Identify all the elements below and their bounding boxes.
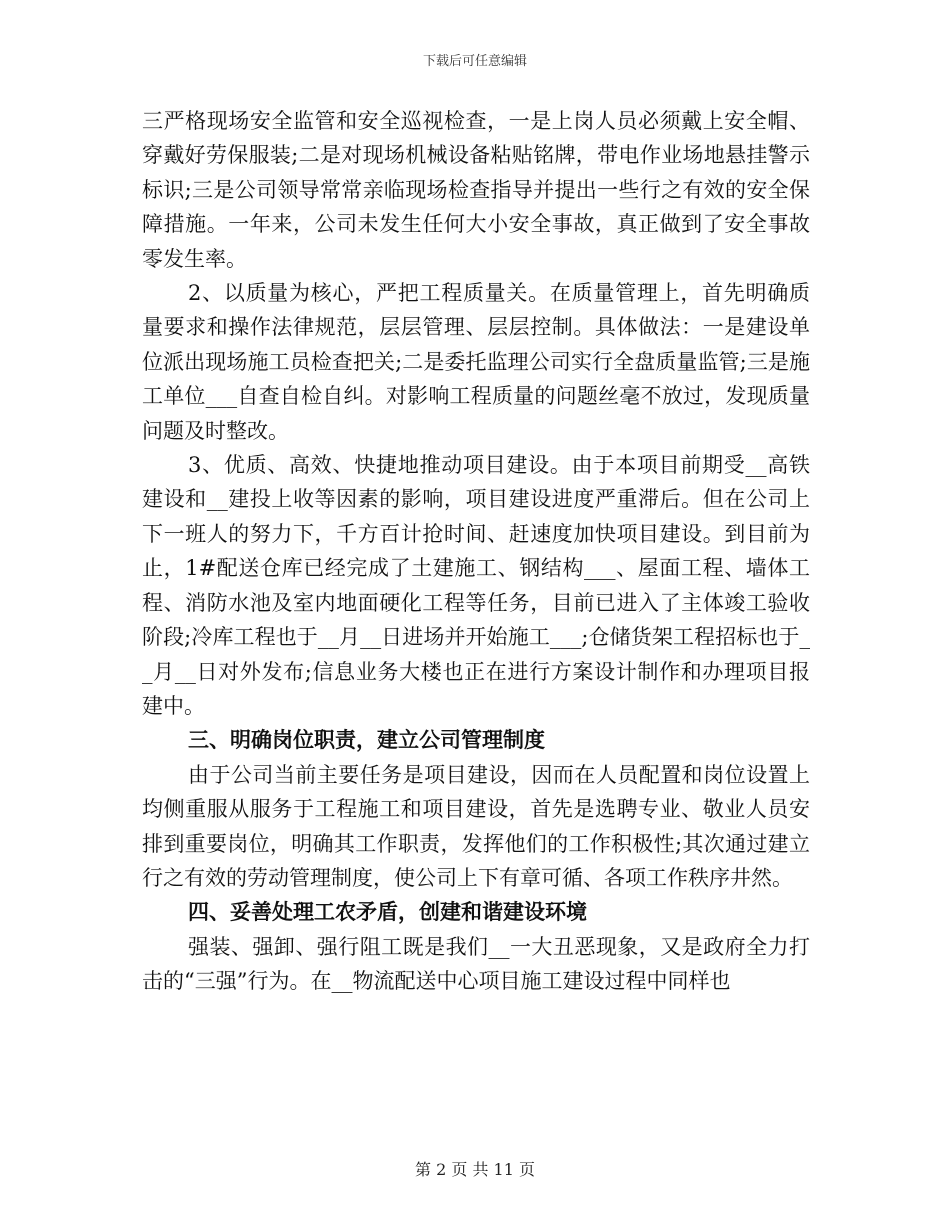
paragraph-safety-continuation: 三严格现场安全监管和安全巡视检查，一是上岗人员必须戴上安全帽、穿戴好劳保服装;二是对现场机械设备粘贴铭牌，带电作业场地悬挂警示标识;三是公司领导常常亲临现场检查指导并提出一些行之有效的安全保障措施。一年来，公司未发生任何大小安全事故，真正做到了安全事故零发生率。 (142, 109, 810, 271)
page-footer: 第 2 页 共 11 页 (415, 1160, 535, 1179)
paragraph-conflicts: 强装、强卸、强行阻工既是我们__一大丑恶现象，又是政府全力打击的“三强”行为。在__物流配送中心项目施工建设过程中同样也 (142, 934, 810, 994)
page-header: 下载后可任意编辑 (422, 54, 527, 69)
paragraph-project-progress: 3、优质、高效、快捷地推动项目建设。由于本项目前期受__高铁建设和__建投上收等因素的影响，项目建设进度严重滞后。但在公司上下一班人的努力下，千方百计抢时间、赶速度加快项目建设。到目前为止，1#配送仓库已经完成了土建施工、钢结构___、屋面工程、墙体工程、消防水池及室内地面硬化工程等任务，目前已进入了主体竣工验收阶段;冷库工程也于__月__日进场并开始施工___;仓储货架工程招标也于__月__日对外发布;信息业务大楼也正在进行方案设计制作和办理项目报建中。 (142, 453, 810, 718)
paragraph-responsibilities: 由于公司当前主要任务是项目建设，因而在人员配置和岗位设置上均侧重服从服务于工程施工和项目建设，首先是选聘专业、敬业人员安排到重要岗位，明确其工作职责，发挥他们的工作积极性;其次通过建立行之有效的劳动管理制度，使公司上下有章可循、各项工作秩序井然。 (142, 762, 810, 890)
section-heading-4: 四、妥善处理工农矛盾，创建和谐建设环境 (188, 899, 587, 925)
document-body (142, 104, 810, 999)
section-heading-3: 三、明确岗位职责，建立公司管理制度 (188, 727, 545, 753)
paragraph-quality: 2、以质量为核心，严把工程质量关。在质量管理上，首先明确质量要求和操作法律规范，层层管理、层层控制。具体做法：一是建设单位派出现场施工员检查把关;二是委托监理公司实行全盘质量监管;三是施工单位___自查自检自纠。对影响工程质量的问题丝毫不放过，发现质量问题及时整改。 (142, 281, 810, 443)
